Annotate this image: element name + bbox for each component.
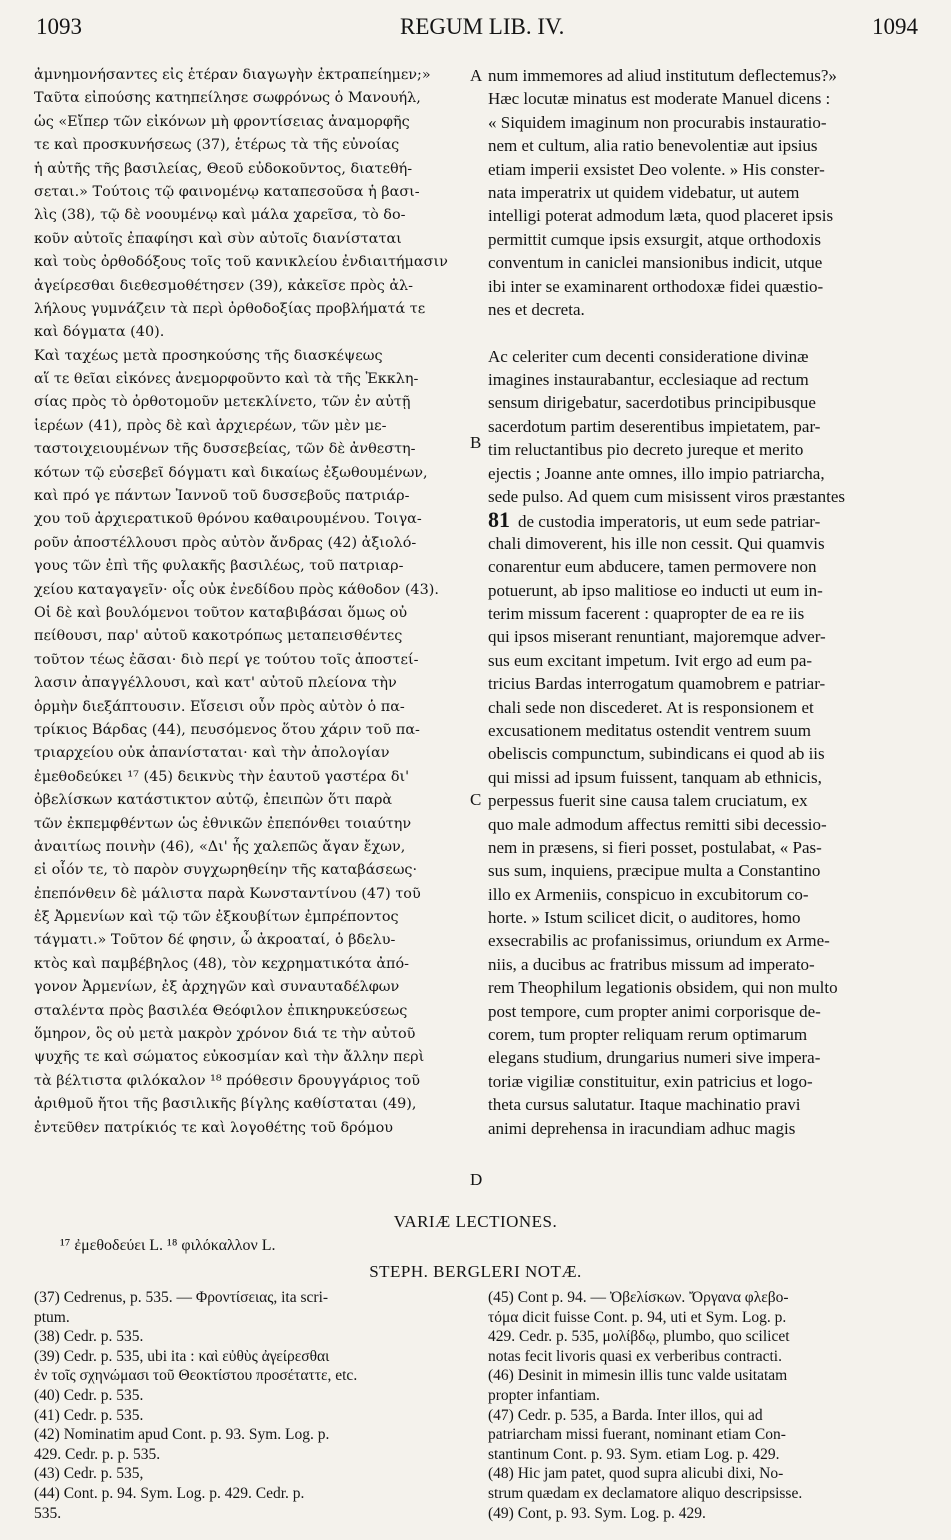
note-line: (37) Cedrenus, p. 535. — Φροντίσειας, ita scri- xyxy=(34,1289,329,1306)
column-marker: 81 xyxy=(488,508,510,532)
latin-text-line: qui ipsos miserant renuntiant, majoremque adver- xyxy=(488,627,826,647)
latin-text-line: animi deprehensa in iracundiam adhuc magis xyxy=(488,1118,796,1138)
variae-readings: ¹⁷ ἐμεθοδεύει L. ¹⁸ φιλόκαλλον L. xyxy=(60,1237,276,1254)
latin-column xyxy=(488,64,926,1140)
greek-text-line: γονον Ἀρμενίων, ἐξ ἀρχηγῶν καὶ συναυταδέλφων xyxy=(34,979,400,996)
margin-letter-c: C xyxy=(470,790,482,809)
greek-text-line: λασιν ἀπαγγέλλουσι, καὶ κατ' αὐτοῦ πλείονα τὴν xyxy=(34,675,397,692)
note-line: (40) Cedr. p. 535. xyxy=(34,1386,144,1404)
note-line: propter infantiam. xyxy=(488,1386,600,1404)
note-line: (41) Cedr. p. 535. xyxy=(34,1406,144,1424)
latin-text-line: num immemores ad aliud institutum deflectemus?» xyxy=(488,66,837,85)
greek-text-line: Ταῦτα εἰπούσης κατηπείλησε σωφρόνως ὁ Μανουήλ, xyxy=(34,90,421,107)
greek-text-line: λήλους γυμνάζειν τὰ περὶ ὀρθοδοξίας προβλήματά τε xyxy=(34,300,426,317)
greek-text-line: ἀμνημονήσαντες εἰς ἑτέραν διαγωγὴν ἐκτραπείημεν;» xyxy=(34,67,431,83)
note-line: (48) Hic jam patet, quod supra alicubi dixi, No- xyxy=(488,1465,784,1483)
greek-text-line: κοῦν αὐτοῖς ἐπαφίησι καὶ σὺν αὐτοῖς διανίσταται xyxy=(34,230,402,247)
latin-text-line: exsecrabilis ac profanissimus, oriundum ex Arme- xyxy=(488,931,830,951)
latin-text-line: « Siquidem imaginum non procurabis instauratio- xyxy=(488,112,827,132)
greek-text-line: τριαρχείου οὐκ ἀπανίσταται· καὶ τὴν ἀπολογίαν xyxy=(34,745,390,762)
latin-text-line: sacerdotum partim deserentibus impietatem, par- xyxy=(488,416,821,436)
greek-text-line: τὰ βέλτιστα φιλόκαλον ¹⁸ πρόθεσιν δρουγγάριος τοῦ xyxy=(34,1072,420,1089)
greek-text-line: αἵ τε θεῖαι εἰκόνες ἀνεμορφοῦντο καὶ τὰ τῆς Ἐκκλη- xyxy=(34,371,419,388)
greek-text-line: ροῦν ἀποστέλλουσι πρὸς αὐτὸν ἄνδρας (42) ἀξιολό- xyxy=(34,534,417,551)
greek-text-line: σταλέντα πρὸς βασιλέα Θεόφιλον ἐπικηρυκεύσεως xyxy=(34,1002,408,1019)
greek-text-line: ἐπεπόνθειν δὲ μάλιστα παρὰ Κωνσταντίνου (47) τοῦ xyxy=(34,885,421,902)
greek-text-line: καὶ δόγματα (40). xyxy=(34,324,165,341)
greek-text-line: ἐμεθοδεύκει ¹⁷ (45) δεικνὺς τὴν ἑαυτοῦ γαστέρα δι' xyxy=(34,768,410,785)
latin-text-line: chali dimoverent, his ille non cessit. Qui quamvis xyxy=(488,533,825,553)
greek-text-line: ἡ αὐτῆς τῆς βασιλείας, Θεοῦ εὐδοκοῦντος, διατεθή- xyxy=(34,160,413,177)
latin-text-line: horte. » Istum scilicet dicit, o auditores, homo xyxy=(488,908,801,928)
greek-text-line: καὶ πρό γε πάντων Ἰαννοῦ τοῦ δυσσεβοῦς πατριάρ- xyxy=(34,488,410,505)
greek-text-line: ὅμηρον, ὃς οὐ μετὰ μακρὸν χρόνον διά τε τὴν αὐτοῦ xyxy=(34,1026,416,1043)
greek-text-line: ἐντεῦθεν πατρίκιός τε καὶ λογοθέτης τοῦ δρόμου xyxy=(34,1119,394,1136)
latin-text-line: sus sum, inquiens, præcipue multa a Constantino xyxy=(488,861,821,881)
note-line: τόμα dicit fuisse Cont. p. 94, uti et Sym. Log. p. xyxy=(488,1308,787,1326)
notes-right-column xyxy=(488,1288,928,1523)
note-line: (46) Desinit in mimesin illis tunc valde usitatam xyxy=(488,1367,788,1385)
latin-text-line: qui missi ad ipsum fuissent, tanquam ab ethnicis, xyxy=(488,767,822,787)
latin-text-line-rest: de custodia imperatoris, ut eum sede patriar- xyxy=(518,512,821,532)
margin-letter-d: D xyxy=(470,1170,483,1189)
note-line: notas fecit livoris quasi ex verberibus contracti. xyxy=(488,1347,782,1365)
note-line: 535. xyxy=(34,1504,62,1522)
note-line: ptum. xyxy=(34,1308,70,1326)
greek-text-line: τρίκιος Βάρδας (44), πευσόμενος ὅτου χάριν τοῦ πα- xyxy=(34,721,420,738)
greek-text-line: χου τοῦ ἀρχιερατικοῦ θρόνου καθαιρουμένου. Τοιγα- xyxy=(34,511,422,528)
latin-text-line: theta cursus salutatur. Itaque machinatio pravi xyxy=(488,1095,801,1115)
running-title: REGUM LIB. IV. xyxy=(400,14,565,39)
greek-text-line: Καὶ ταχέως μετὰ προσηκούσης τῆς διασκέψεως xyxy=(34,347,383,364)
greek-text-line: χείου καταγαγεῖν· οἷς οὐκ ἐνεδίδου πρὸς κάθοδον (43). xyxy=(34,581,439,598)
note-line: (45) Cont p. 94. — Ὀβελίσκων. Ὄργανα φλεβο- xyxy=(488,1289,789,1306)
greek-text-line: ἀναιτίως ποινὴν (46), «Δι' ἧς χαλεπῶς ἄγαν ἔχων, xyxy=(34,838,406,855)
note-line: stantinum Cont. p. 93. Sym. etiam Log. p. 429. xyxy=(488,1445,780,1463)
greek-text-line: τοῦτον τέως ἐᾶσαι· διὸ περί γε τούτου τοῖς ἀποστεί- xyxy=(34,651,419,668)
greek-text-line: τῶν ἐκπεμφθέντων ὡς ἐθνικῶν ἐπεπόνθει τοιαύτην xyxy=(34,815,412,832)
greek-text-line: ἀγείρεσθαι διεθεσμοθέτησεν (39), κἀκεῖσε πρὸς ἀλ- xyxy=(34,277,414,294)
latin-text-line: rem Theophilum legationis obsidem, qui non multo xyxy=(488,978,838,998)
greek-column xyxy=(34,64,474,1140)
note-line: (42) Nominatim apud Cont. p. 93. Sym. Log. p. xyxy=(34,1426,330,1444)
notes-heading: STEPH. BERGLERI NOTÆ. xyxy=(369,1262,582,1281)
greek-text-line: ταστοιχειουμένων τῆς δυσσεβείας, τῶν δὲ ἀνθεστη- xyxy=(34,441,416,458)
latin-text-line: obeliscis compunctum, subindicans ei quod ab iis xyxy=(488,744,825,764)
greek-text-line: τε καὶ προσκυνήσεως (37), ἑτέρως τὰ τῆς εὐνοίας xyxy=(34,137,400,154)
latin-text-line: sensum dirigebatur, sacerdotibus principibusque xyxy=(488,393,816,413)
greek-text-line: ὀβελίσκων κατάστικτον αὐτῷ, ἐπειπὼν ὅτι παρὰ xyxy=(34,792,393,809)
latin-text-line: quo male admodum affectus remitti sibi decessio- xyxy=(488,814,827,834)
notes-left-column xyxy=(34,1288,474,1523)
latin-text-line: nata imperatrix ut quidem videbatur, ut autem xyxy=(488,182,800,202)
greek-text-line: ὡς «Εἴπερ τῶν εἰκόνων μὴ φροντίσειας ἀναμορφῆς xyxy=(34,113,410,130)
greek-text-line: καὶ τοὺς ὀρθοδόξους τοῖς τοῦ κανικλείου ἐνδιαιτήμασιν xyxy=(34,254,448,271)
latin-text-line: conventum in caniclei mansionibus indicit, utque xyxy=(488,253,823,273)
latin-text-line: nem et cultum, alia ratio benevolentiæ aut ipsius xyxy=(488,136,818,156)
latin-text-line xyxy=(488,508,926,531)
margin-letter-b: B xyxy=(470,433,482,452)
greek-text-line: ψυχῆς τε καὶ σώματος εὐκοσμίαν καὶ τὴν ἄλλην περὶ xyxy=(34,1049,425,1066)
greek-text-line: ἱερέων (41), πρὸς δὲ καὶ ἀρχιερέων, τῶν μὲν με- xyxy=(34,417,387,434)
greek-text-line: τάγματι.» Τοῦτον δέ φησιν, ὦ ἀκροαταί, ὁ βδελυ- xyxy=(34,932,396,949)
latin-text-line: ejectis ; Joanne ante omnes, illo impio patriarcha, xyxy=(488,463,825,483)
latin-text-line: chali sede non discederet. At is responsionem et xyxy=(488,697,814,717)
greek-text-line: σίας πρὸς τὸ ὀρθοτομοῦν μετεκλίνετο, τῶν ἐν αὐτῇ xyxy=(34,394,411,411)
note-line: (49) Cont, p. 93. Sym. Log. p. 429. xyxy=(488,1504,706,1522)
right-page-number: 1094 xyxy=(872,14,918,39)
greek-text-line: ἐξ Ἀρμενίων καὶ τῷ τῶν ἐξκουβίτων ἐμπρέποντος xyxy=(34,909,399,926)
greek-text-line: γους τῶν ἐπὶ τῆς φυλακῆς βασιλέως, τοῦ πατριαρ- xyxy=(34,558,404,575)
note-line: (43) Cedr. p. 535, xyxy=(34,1465,144,1483)
greek-text-line: λὶς (38), τῷ δὲ νοουμένῳ καὶ μάλα χαρεῖσα, τὸ δο- xyxy=(34,207,406,224)
latin-text-line: Ac celeriter cum decenti consideratione divinæ xyxy=(488,346,809,366)
latin-text-line: permittit cumque ipsis exsurgit, atque orthodoxis xyxy=(488,229,822,249)
note-line: strum quædam ex declamatore aliquo descripsisse. xyxy=(488,1484,803,1502)
latin-text-line: ibi inter se examinarent orthodoxæ fidei quæstio- xyxy=(488,276,824,296)
note-line: (44) Cont. p. 94. Sym. Log. p. 429. Cedr. p. xyxy=(34,1484,305,1502)
latin-text-line: etiam imperii exsistet Deo volente. » His conster- xyxy=(488,159,825,179)
greek-text-line: εἰ οἷόν τε, τὸ παρὸν συγχωρηθείην τῆς καταβάσεως· xyxy=(34,862,418,879)
latin-text-line: post tempore, cum propter animi corporisque de- xyxy=(488,1001,821,1021)
latin-text-line: potuerunt, ab ipso malitiose eo inducti ut eum in- xyxy=(488,580,823,600)
latin-text-line: niis, a ducibus ac fratribus missum ad imperato- xyxy=(488,954,815,974)
latin-text-line: nem in præsens, si fieri posset, postulabat, « Pas- xyxy=(488,837,822,857)
latin-text-line: excusationem meditatus ostendit ventrem suum xyxy=(488,720,811,740)
greek-text-line: ὁρμὴν διεξάπτουσιν. Εἴσεισι οὖν πρὸς αὐτὸν ὁ πα- xyxy=(34,698,405,715)
greek-text-line: ἀριθμοῦ ἤτοι τῆς βασιλικῆς βίγλης καθίσταται (49), xyxy=(34,1096,417,1113)
note-line: (47) Cedr. p. 535, a Barda. Inter illos, qui ad xyxy=(488,1406,763,1424)
note-line: patriarcham missi fuerant, nominant etiam Con- xyxy=(488,1426,786,1444)
note-line: ἐν τοῖς σχηνώμασι τοῦ Θεοκτίστου προσέταττε, etc. xyxy=(34,1367,358,1385)
left-page-number: 1093 xyxy=(36,14,82,39)
greek-text-line: κότων τῷ εὐσεβεῖ δόγματι καὶ δικαίως ἐξωθουμένων, xyxy=(34,464,428,481)
note-line: 429. Cedr. p. p. 535. xyxy=(34,1445,161,1463)
latin-text-line: tricius Bardas interrogatum quamobrem e patriar- xyxy=(488,674,826,694)
variae-heading: VARIÆ LECTIONES. xyxy=(393,1212,558,1231)
latin-text-line: sede pulso. Ad quem cum misissent viros præstantes xyxy=(488,487,845,507)
latin-text-line: nes et decreta. xyxy=(488,299,585,319)
latin-text-line: conarentur eum abducere, tamen permovere non xyxy=(488,557,817,577)
greek-text-line: Οἱ δὲ καὶ βουλόμενοι τοῦτον καταβιβάσαι ὅμως οὐ xyxy=(34,604,408,621)
note-line: (38) Cedr. p. 535. xyxy=(34,1328,144,1346)
latin-text-line: perpessus fuerit sine causa talem cruciatum, ex xyxy=(488,791,808,811)
latin-text-line: terim missum facerent : quapropter de ea re iis xyxy=(488,603,805,623)
latin-text-line: Hæc locutæ minatus est moderate Manuel dicens : xyxy=(488,89,831,109)
greek-text-line: πείθουσι, παρ' αὐτοῦ κακοτρόπως μεταπεισθέντες xyxy=(34,628,403,645)
note-line: (39) Cedr. p. 535, ubi ita : καὶ εὐθὺς ἀγείρεσθαι xyxy=(34,1347,330,1365)
latin-text-line: imagines instaurabantur, ecclesiaque ad rectum xyxy=(488,370,809,390)
latin-text-line: intelligi poterat admodum læta, quod placeret ipsis xyxy=(488,206,834,226)
latin-text-line: sus eum excitant impetum. Ivit ergo ad eum pa- xyxy=(488,650,813,670)
note-line: 429. Cedr. p. 535, μολίβδῳ, plumbo, quo scilicet xyxy=(488,1328,790,1346)
latin-text-line: illo ex Armeniis, conspicuo in excubitorum co- xyxy=(488,884,809,904)
latin-text-line: toriæ vigiliæ constituitur, exin patricius et logo- xyxy=(488,1071,813,1091)
page-header xyxy=(30,14,920,44)
latin-text-line: corem, tum propter reliquam rerum optimarum xyxy=(488,1025,808,1045)
greek-text-line: κτὸς καὶ παμβέβηλος (48), τὸν κεχρηματικότα ἀπό- xyxy=(34,955,410,972)
latin-text-line: elegans studium, drungarius numeri sive impera- xyxy=(488,1048,821,1068)
margin-letter-a: A xyxy=(470,66,483,85)
greek-text-line: σεται.» Τούτοις τῷ φαινομένῳ καταπεσοῦσα ἡ βασι- xyxy=(34,183,420,200)
latin-text-line: tim reluctantibus pio decreto jureque et merito xyxy=(488,440,804,460)
